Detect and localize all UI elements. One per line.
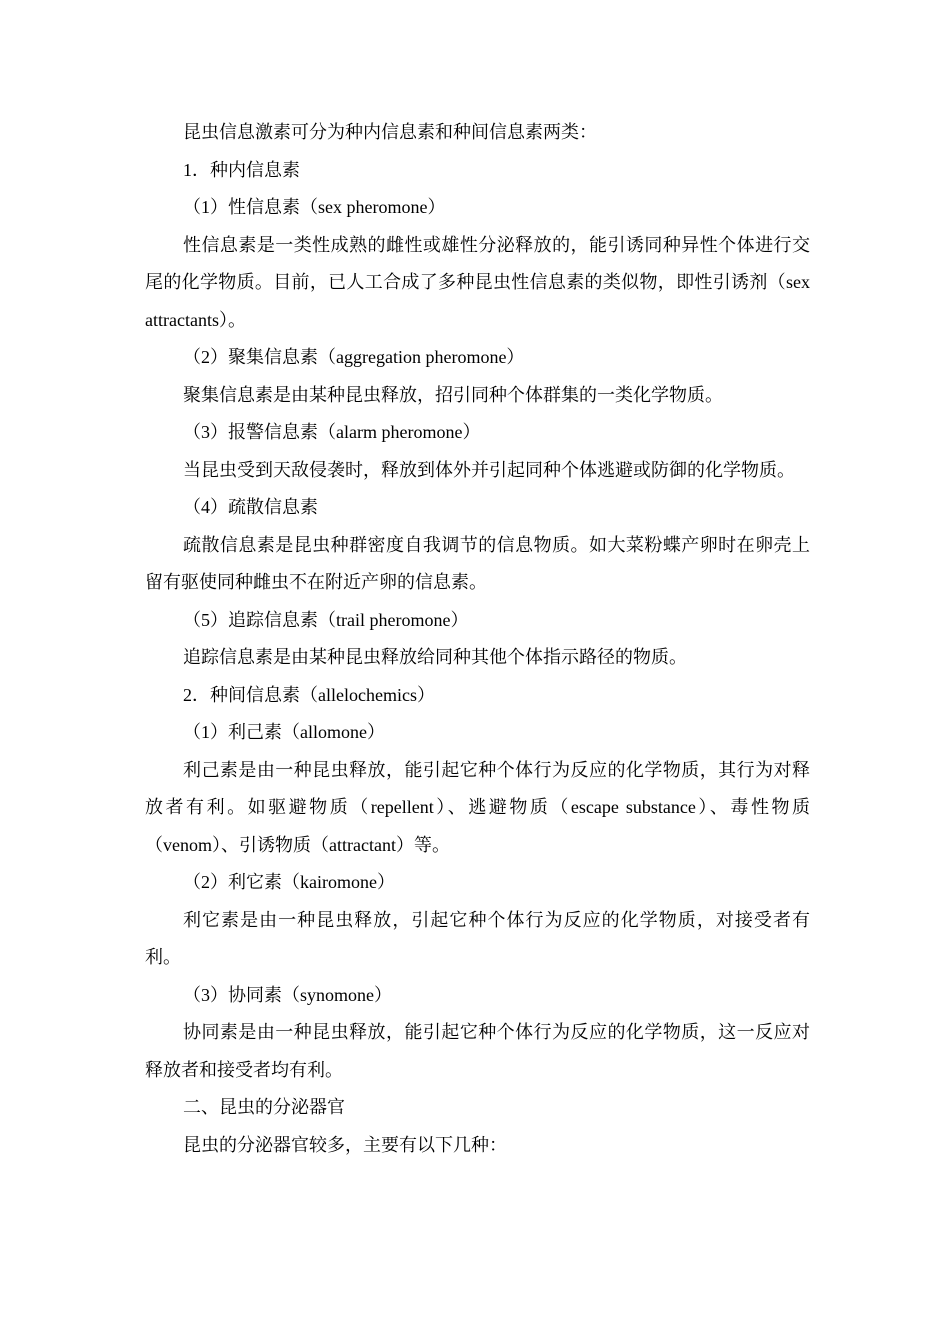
paragraph-synomone: 协同素是由一种昆虫释放，能引起它种个体行为反应的化学物质，这一反应对释放者和接受者均有利。	[145, 1022, 810, 1080]
paragraph-sex-pheromone: 性信息素是一类性成熟的雌性或雄性分泌释放的，能引诱同种异性个体进行交尾的化学物质。目前，已人工合成了多种昆虫性信息素的类似物，即性引诱剂（sex attractants）。	[145, 234, 810, 330]
paragraph-secretory-organs-intro: 昆虫的分泌器官较多，主要有以下几种：	[183, 1134, 507, 1155]
paragraph-dispersal-pheromone: 疏散信息素是昆虫种群密度自我调节的信息物质。如大菜粉蝶产卵时在卵壳上留有驱使同种雌虫不在附近产卵的信息素。	[145, 534, 810, 592]
paragraph-aggregation-pheromone: 聚集信息素是由某种昆虫释放，招引同种个体群集的一类化学物质。	[183, 384, 723, 405]
subheading-synomone: （3）协同素（synomone）	[183, 984, 392, 1005]
subheading-allomone: （1）利己素（allomone）	[183, 722, 385, 742]
subheading-aggregation-pheromone: （2）聚集信息素（aggregation pheromone）	[183, 347, 525, 367]
document-body	[145, 114, 810, 1164]
subheading-alarm-pheromone: （3）报警信息素（alarm pheromone）	[183, 422, 481, 442]
paragraph-alarm-pheromone: 当昆虫受到天敌侵袭时，释放到体外并引起同种个体逃避或防御的化学物质。	[183, 459, 795, 480]
section-heading-interspecific: 2．种间信息素（allelochemics）	[183, 684, 435, 705]
chapter-heading-secretory-organs: 二、昆虫的分泌器官	[183, 1097, 345, 1117]
intro-paragraph: 昆虫信息激素可分为种内信息素和种间信息素两类：	[183, 122, 597, 142]
paragraph-allomone: 利己素是由一种昆虫释放，能引起它种个体行为反应的化学物质，其行为对释放者有利。如驱避物质（repellent）、逃避物质（escape substance）、毒性物质（venom）、引诱物质（attractant）等。	[145, 759, 810, 855]
subheading-kairomone: （2）利它素（kairomone）	[183, 872, 395, 892]
paragraph-trail-pheromone: 追踪信息素是由某种昆虫释放给同种其他个体指示路径的物质。	[183, 647, 687, 667]
section-heading-intraspecific: 1．种内信息素	[183, 159, 300, 180]
subheading-dispersal-pheromone: （4）疏散信息素	[183, 497, 318, 517]
paragraph-kairomone: 利它素是由一种昆虫释放，引起它种个体行为反应的化学物质，对接受者有利。	[145, 909, 810, 967]
subheading-sex-pheromone: （1）性信息素（sex pheromone）	[183, 197, 446, 217]
subheading-trail-pheromone: （5）追踪信息素（trail pheromone）	[183, 609, 469, 630]
